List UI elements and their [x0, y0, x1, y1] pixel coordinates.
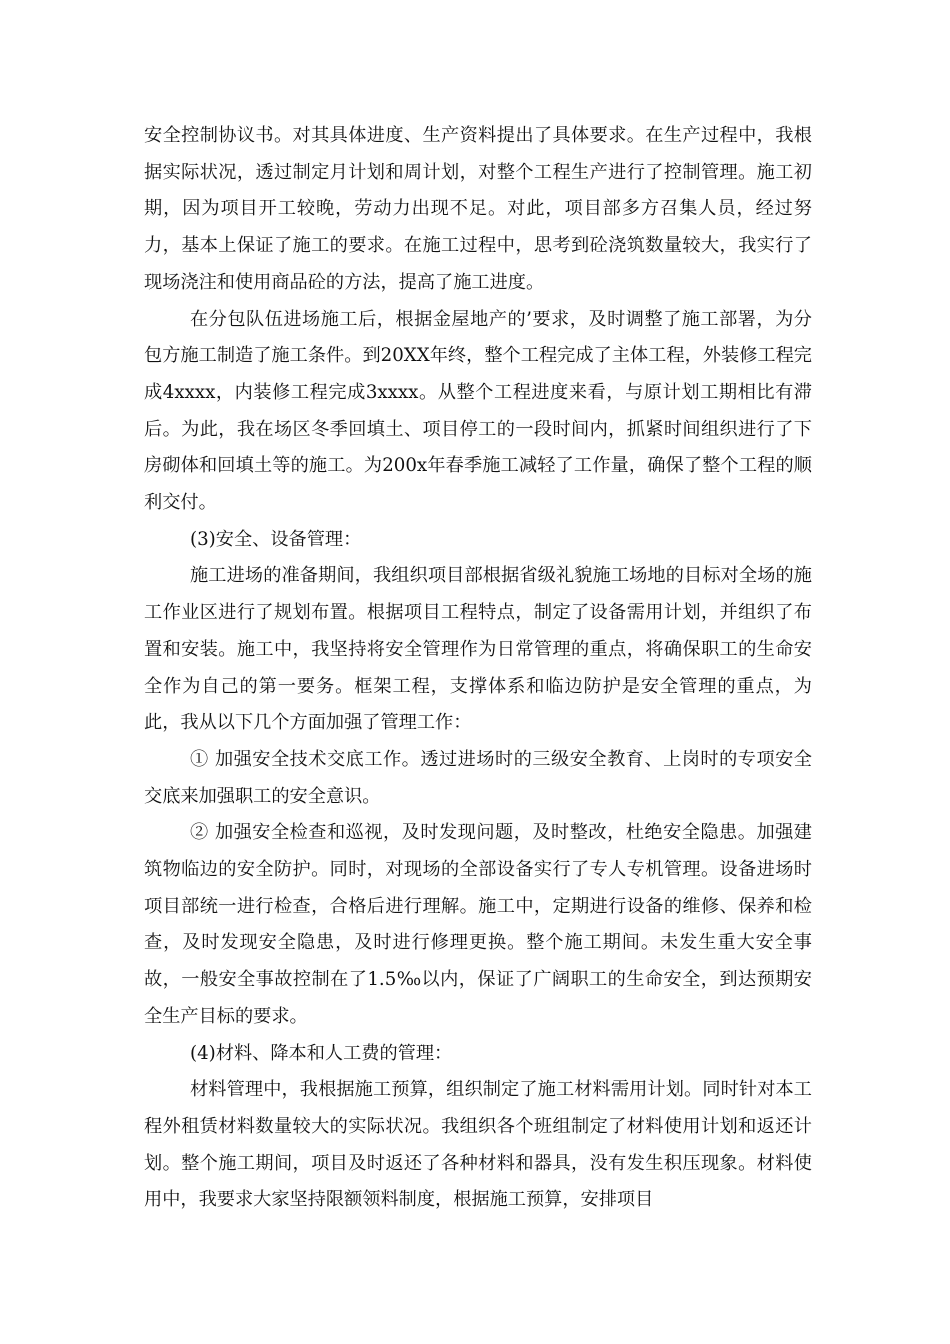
paragraph-site-preparation: 施工进场的准备期间，我组织项目部根据省级礼貌施工场地的目标对全场的施工作业区进行了规划布置。根据项目工程特点，制定了设备需用计划，并组织了布置和安装。施工中，我坚持将安全管理作为日常管理的重点，将确保职工的生命安全作为自己的第一要务。框架工程，支撑体系和临边防护是安全管理的重点，为此，我从以下几个方面加强了管理工作：: [144, 565, 812, 734]
section-heading-materials-cost: (4)材料、降本和人工费的管理：: [190, 1042, 453, 1064]
document-body: [144, 118, 812, 1219]
paragraph-subcontractor-schedule: 在分包队伍进场施工后，根据金屋地产的’要求，及时调整了施工部署，为分包方施工制造了施工条件。到20XX年终，整个工程完成了主体工程，外装修工程完成4xxxx，内装修工程完成3xxxx。从整个工程进度来看，与原计划工期相比有滞后。为此，我在场区冬季回填土、项目停工的一段时间内，抓紧时间组织进行了下房砌体和回填土等的施工。为200x年春季施工减轻了工作量，确保了整个工程的顺利交付。: [144, 308, 812, 514]
section-heading-safety-equipment: (3)安全、设备管理：: [190, 528, 362, 550]
list-item-safety-briefing: ① 加强安全技术交底工作。透过进场时的三级安全教育、上岗时的专项安全交底来加强职工的安全意识。: [144, 748, 812, 807]
paragraph-progress-control: 安全控制协议书。对其具体进度、生产资料提出了具体要求。在生产过程中，我根据实际状况，透过制定月计划和周计划，对整个工程生产进行了控制管理。施工初期，因为项目开工较晚，劳动力出现不足。对此，项目部多方召集人员，经过努力，基本上保证了施工的要求。在施工过程中，思考到砼浇筑数量较大，我实行了现场浇注和使用商品砼的方法，提高了施工进度。: [144, 125, 812, 293]
paragraph-materials-management: 材料管理中，我根据施工预算，组织制定了施工材料需用计划。同时针对本工程外租赁材料数量较大的实际状况。我组织各个班组制定了材料使用计划和返还计划。整个施工期间，项目及时返还了各种材料和器具，没有发生积压现象。材料使用中，我要求大家坚持限额领料制度，根据施工预算，安排项目: [144, 1079, 812, 1211]
list-item-safety-inspection: ② 加强安全检查和巡视，及时发现问题，及时整改，杜绝安全隐患。加强建筑物临边的安全防护。同时，对现场的全部设备实行了专人专机管理。设备进场时项目部统一进行检查，合格后进行理解。施工中，定期进行设备的维修、保养和检查，及时发现安全隐患，及时进行修理更换。整个施工期间。未发生重大安全事故，一般安全事故控制在了1.5‰以内，保证了广阔职工的生命安全，到达预期安全生产目标的要求。: [144, 822, 812, 1027]
